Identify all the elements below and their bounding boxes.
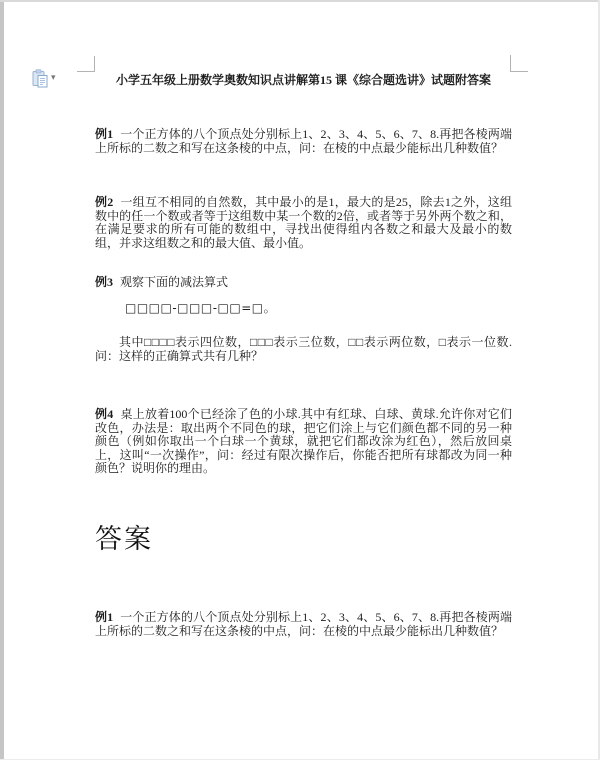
problem-label: 例1 [95, 127, 114, 141]
problem-3-note: 其中□□□□表示四位数，□□□表示三位数，□□表示两位数，□表示一位数.问：这样的正确算式共有几种？ [95, 335, 512, 363]
problem-text: 一个正方体的八个顶点处分别标上1、2、3、4、5、6、7、8.再把各棱两端上所标的二数之和写在这条棱的中点，问：在棱的中点最少能标出几种数值？ [95, 610, 512, 638]
problem-text: 观察下面的减法算式 [120, 275, 229, 289]
problem-text: 一组互不相同的自然数，其中最小的是1，最大的是25，除去1之外，这组数中的任一个数或者等于这组数中某一个数的2倍，或者等于另外两个数之和，在满足要求的所有可能的数组中，寻找出使得组内各数之和最大及最小的数组，并求这组数之和的最大值、最小值。 [95, 195, 512, 250]
page-edge-top [0, 0, 600, 2]
problem-paragraph-1 [95, 128, 512, 155]
problem-label: 例4 [95, 407, 114, 421]
answers-heading: 答案 [95, 524, 153, 554]
text-boundary-mark-top-left [77, 56, 95, 72]
problem-3-formula: □□□□-□□□-□□=□。 [125, 301, 277, 315]
page-edge-left [0, 0, 4, 760]
problem-paragraph-2 [95, 196, 512, 250]
problem-label: 例2 [95, 195, 114, 209]
problem-label: 例3 [95, 275, 114, 289]
document-title: 小学五年级上册数学奥数知识点讲解第15 课《综合题选讲》试题附答案 [115, 73, 491, 87]
dropdown-arrow-icon: ▾ [51, 72, 56, 83]
problem-label: 例1 [95, 610, 114, 624]
problem-paragraph-3-intro [95, 276, 512, 290]
answer-paragraph-1 [95, 611, 512, 638]
problem-text: 桌上放着100个已经涂了色的小球.其中有红球、白球、黄球.允许你对它们改色，办法是：取出两个不同色的球，把它们涂上与它们颜色都不同的另一种颜色（例如你取出一个白球一个黄球，就把它们都改涂为红色），然后放回桌上，这叫“一次操作”，问：经过有限次操作后，你能否把所有球都改为同一种颜色？说明你的理由。 [95, 407, 512, 476]
clipboard-icon [32, 69, 48, 88]
paste-options-button[interactable] [32, 66, 64, 90]
text-boundary-mark-top-right [510, 55, 528, 72]
problem-text: 一个正方体的八个顶点处分别标上1、2、3、4、5、6、7、8.再把各棱两端上所标的二数之和写在这条棱的中点，问：在棱的中点最少能标出几种数值？ [95, 127, 512, 155]
problem-paragraph-4 [95, 408, 512, 476]
